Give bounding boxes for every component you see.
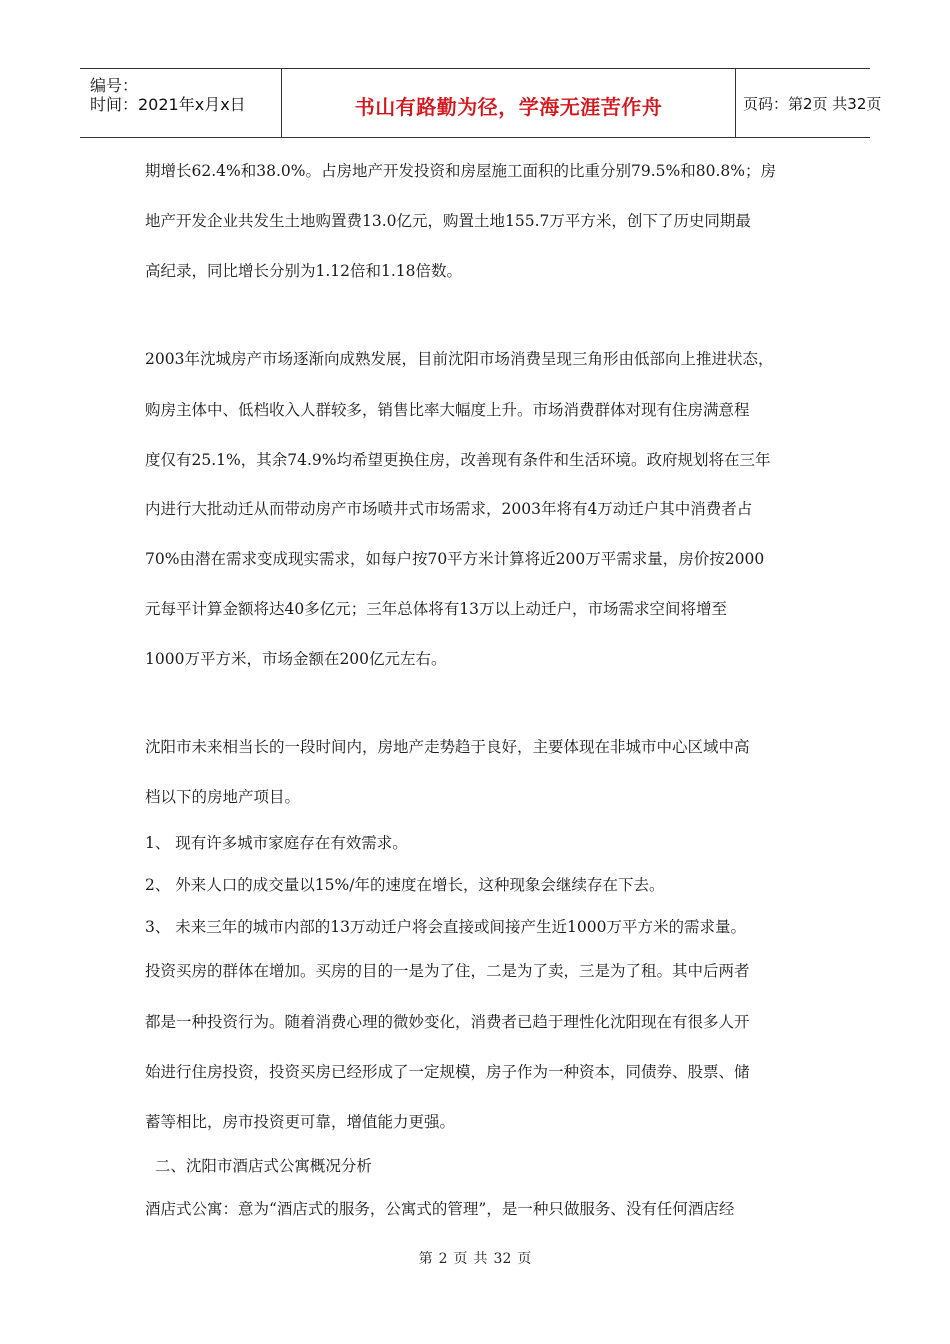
body-line: 70%由潜在需求变成现实需求，如每户按70平方米计算将近200万平需求量，房价按2000 (145, 550, 765, 568)
body-line: 地产开发企业共发生土地购置费13.0亿元，购置土地155.7万平方米，创下了历史同期最 (145, 212, 751, 230)
footer-ye: 页 (453, 1251, 468, 1267)
body-line: 始进行住房投资，投资买房已经形成了一定规模，房子作为一种资本，同债券、股票、储 (145, 1063, 750, 1081)
list-item: 1、 现有许多城市家庭存在有效需求。 (145, 834, 408, 852)
body-line: 档以下的房地产项目。 (145, 788, 301, 806)
footer-page-number: 2 (438, 1251, 448, 1267)
body-line: 1000万平方米，市场金额在200亿元左右。 (145, 650, 447, 668)
page-header (80, 68, 882, 138)
time-label: 时间：2021年x月x日 (90, 95, 246, 114)
body-line: 2003年沈城房产市场逐渐向成熟发展，目前沈阳市场消费呈现三角形由低部向上推进状态， (145, 350, 774, 368)
list-item: 3、 未来三年的城市内部的13万动迁户将会直接或间接产生近1000万平方米的需求量。 (145, 918, 746, 936)
page-footer (0, 1248, 950, 1268)
list-item: 2、 外来人口的成交量以15%/年的速度在增长，这种现象会继续存在下去。 (145, 876, 665, 894)
header-page-cell (735, 69, 882, 137)
header-meta-cell (80, 69, 280, 137)
body-line: 投资买房的群体在增加。买房的目的一是为了住，二是为了卖，三是为了租。其中后两者 (145, 962, 750, 980)
footer-total-pages: 32 (493, 1251, 512, 1267)
body-line: 沈阳市未来相当长的一段时间内，房地产走势趋于良好，主要体现在非城市中心区域中高 (145, 738, 750, 756)
body-line: 酒店式公寓：意为“酒店式的服务，公寓式的管理”，是一种只做服务、没有任何酒店经 (145, 1200, 735, 1218)
page-info: 页码：第2页 共32页 (743, 95, 882, 113)
number-label: 编号： (90, 76, 139, 95)
body-line: 度仅有25.1%，其余74.9%均希望更换住房，改善现有条件和生活环境。政府规划将在三年 (145, 451, 771, 469)
motto-text: 书山有路勤为径，学海无涯苦作舟 (354, 95, 663, 119)
footer-di: 第 (418, 1251, 433, 1267)
footer-ye2: 页 (517, 1251, 532, 1267)
body-line: 高纪录，同比增长分别为1.12倍和1.18倍数。 (145, 262, 463, 280)
body-line: 期增长62.4%和38.0%。占房地产开发投资和房屋施工面积的比重分别79.5%和80.8%；房 (145, 162, 776, 180)
body-line: 蓄等相比，房市投资更可靠，增值能力更强。 (145, 1113, 456, 1131)
footer-gong: 共 (473, 1251, 488, 1267)
header-motto-cell (281, 69, 736, 137)
body-line: 都是一种投资行为。随着消费心理的微妙变化，消费者已趋于理性化沈阳现在有很多人开 (145, 1013, 750, 1031)
body-line: 购房主体中、低档收入人群较多，销售比率大幅度上升。市场消费群体对现有住房满意程 (145, 401, 750, 419)
body-line: 内进行大批动迁从而带动房产市场喷井式市场需求，2003年将有4万动迁户其中消费者占 (145, 500, 753, 518)
section-heading: 二、沈阳市酒店式公寓概况分析 (145, 1157, 372, 1175)
body-line: 元每平计算金额将达40多亿元；三年总体将有13万以上动迁户，市场需求空间将增至 (145, 600, 727, 618)
